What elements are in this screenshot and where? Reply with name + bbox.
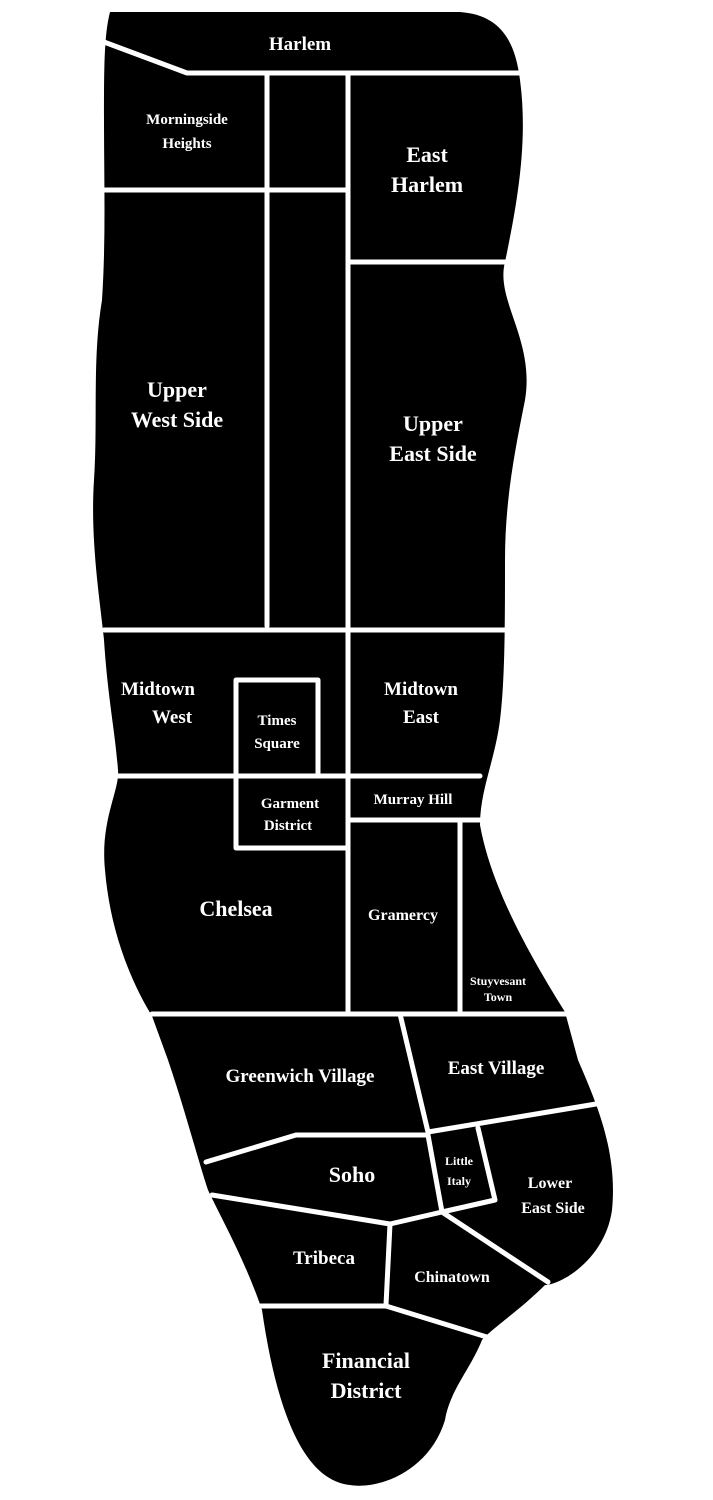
label-murray-hill: Murray Hill: [373, 792, 453, 808]
label-chinatown: Chinatown: [414, 1269, 490, 1286]
label-garment-district-line1: Garment: [260, 796, 320, 812]
label-upper-east-side-line2: East Side: [389, 441, 477, 466]
label-midtown-east-line2: East: [403, 707, 439, 728]
label-east-harlem-line2: Harlem: [390, 172, 464, 197]
label-garment-district-line2: District: [263, 818, 313, 834]
label-stuyvesant-town-line1: Stuyvesant: [469, 974, 527, 988]
label-times-square-line2: Square: [254, 736, 300, 752]
label-lower-east-side-line2: East Side: [521, 1200, 585, 1217]
label-upper-west-side-line2: West Side: [130, 407, 224, 432]
label-midtown-east-line1: Midtown: [384, 679, 458, 700]
label-greenwich-village: Greenwich Village: [225, 1066, 375, 1087]
label-stuyvesant-town-line2: Town: [483, 990, 513, 1004]
label-little-italy-line1: Little: [445, 1154, 473, 1168]
label-tribeca: Tribeca: [293, 1248, 355, 1269]
label-east-village: East Village: [447, 1058, 545, 1079]
label-chelsea: Chelsea: [199, 896, 273, 921]
label-soho: Soho: [328, 1162, 376, 1187]
label-gramercy: Gramercy: [368, 907, 438, 924]
label-morningside-heights-line2: Heights: [162, 136, 212, 152]
label-times-square-line1: Times: [257, 713, 297, 729]
label-upper-west-side-line1: Upper: [147, 377, 207, 402]
label-morningside-heights-line1: Morningside: [146, 112, 228, 128]
label-east-harlem-line1: East: [406, 142, 448, 167]
label-financial-district-line1: Financial: [321, 1348, 411, 1373]
label-upper-east-side-line1: Upper: [403, 411, 463, 436]
label-midtown-west-line1: Midtown: [121, 679, 195, 700]
label-harlem: Harlem: [268, 34, 332, 55]
label-financial-district-line2: District: [330, 1378, 402, 1403]
label-midtown-west-line2: West: [151, 707, 193, 728]
label-little-italy-line2: Italy: [447, 1174, 471, 1188]
label-lower-east-side-line1: Lower: [527, 1175, 573, 1192]
